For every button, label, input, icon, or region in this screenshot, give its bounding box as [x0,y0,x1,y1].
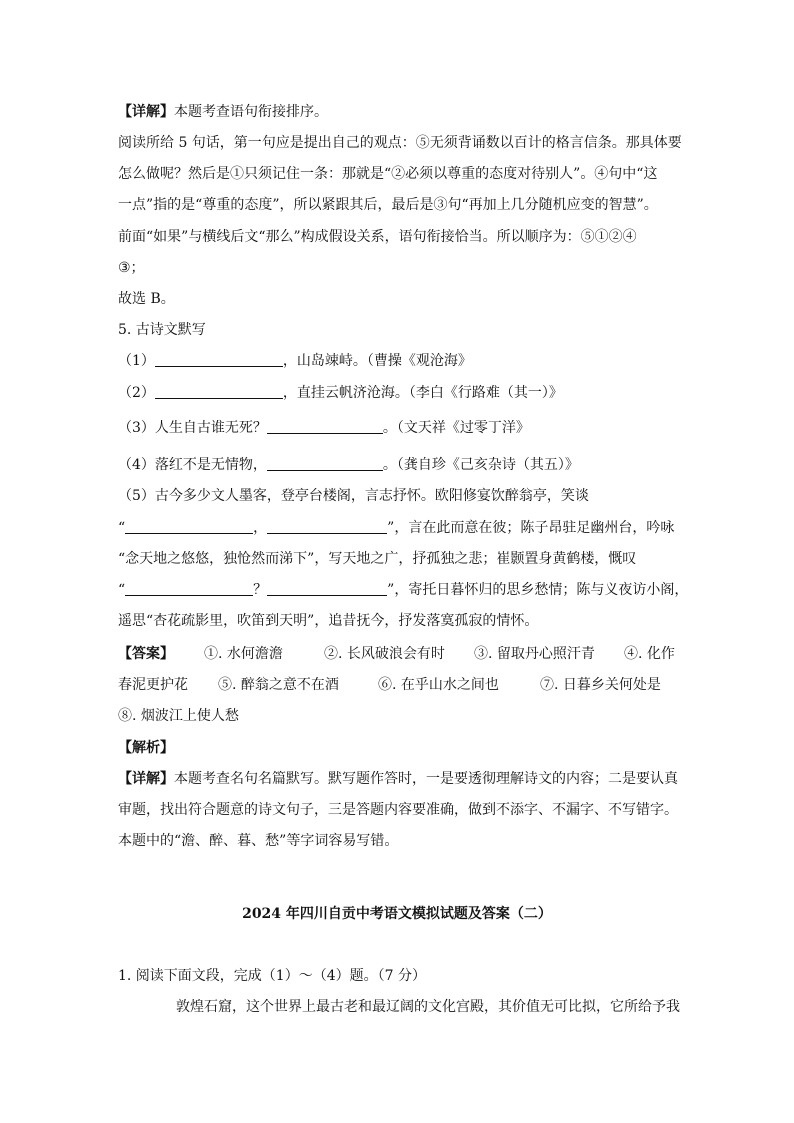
detail-line [118,101,328,123]
recitation-item-3 [118,417,530,439]
analysis-line-3: 本题中的“澹、醉、暮、愁”等字词容易写错。 [118,833,399,849]
explanation-line-1: 阅读所给 5 句话，第一句应是提出自己的观点：⑤无须背诵数以百计的格言信条。那具体要 [118,135,682,151]
detail-tag: 【详解】 [118,771,174,787]
answer-blank [267,419,383,434]
answer-line-1 [118,643,675,665]
answer-tag: 【答案】 [118,646,174,662]
answer-blank [155,384,283,399]
explanation-line-5: ③； [118,260,145,276]
analysis-line-1 [118,768,678,790]
explanation-line-2: 怎么做呢？然后是①只须记住一条：那就是“②必须以尊重的态度对待别人”。④句中“这 [118,166,658,182]
answer-item: ⑥. 在乎山水之间也 [378,677,499,693]
item-text: ”，寄托日暮怀归的思乡愁情；陈与义夜访小阁， [387,582,689,598]
question-1-prompt: 1. 阅读下面文段，完成（1）～（4）题。（7 分） [118,968,426,984]
answer-item: ④. 化作 [624,646,675,662]
answer-item: ①. 水何澹澹 [204,646,283,662]
item-text: 。（文天祥《过零丁洋》 [382,420,530,436]
answer-item: 春泥更护花 [118,677,188,693]
item-5-line-2 [118,517,674,539]
answer-blank [155,352,283,367]
explanation-line-4: 前面“如果”与横线后文“那么”构成假设关系，语句衔接恰当。所以顺序为：⑤①②④ [118,229,637,245]
answer-blank [267,581,387,596]
quote-mark: “ [118,582,126,598]
answer-line-3: ⑧. 烟波江上使人愁 [118,708,239,724]
answer-line-2 [118,674,661,696]
exam-title: 2024 年四川自贡中考语文模拟试题及答案（二） [242,906,552,922]
answer-item: ②. 长风破浪会有时 [324,646,445,662]
explanation-line-3: 一点”指的是“尊重的态度”，所以紧跟其后，最后是③句“再加上几分随机应变的智慧”。 [118,197,658,213]
item-text: 人生自古谁无死？ [154,420,267,436]
question-5-heading: 5. 古诗文默写 [118,322,206,338]
item-5-line-5: 遥思“杏花疏影里，吹笛到天明”，追昔抚今，抒发落寞孤寂的情怀。 [118,613,539,629]
recitation-item-4 [118,454,579,476]
item-5-line-3: “念天地之悠悠，独怆然而涕下”，写天地之广，抒孤独之悲；崔颢置身黄鹤楼，慨叹 [118,551,637,567]
item-number: （3） [118,420,155,436]
item-text: 。（龚自珍《己亥杂诗（其五）》 [382,457,579,473]
answer-item: ⑤. 醉翁之意不在酒 [218,677,339,693]
answer-item: ⑦. 日暮乡关何处是 [540,677,661,693]
answer-blank [267,519,387,534]
choice-line: 故选 B。 [118,291,175,307]
recitation-item-1 [118,350,472,372]
detail-text: 本题考查名句名篇默写。默写题作答时，一是要透彻理解诗文的内容；二是要认真 [174,771,678,787]
item-number: （2） [118,385,155,401]
answer-item: ③. 留取丹心照汗青 [474,646,595,662]
analysis-tag: 【解析】 [118,740,174,756]
analysis-line-2: 审题，找出符合题意的诗文句子，三是答题内容要准确，做到不添字、不漏字、不写错字。 [118,802,678,818]
item-text: ”，言在此而意在彼；陈子昂驻足幽州台，吟咏 [387,520,675,536]
detail-tag: 【详解】 [118,104,174,120]
answer-blank [125,581,253,596]
recitation-item-2 [118,382,563,404]
answer-blank [125,519,253,534]
item-5-line-4 [118,579,688,601]
punctuation: ， [253,520,268,536]
answer-blank [267,456,383,471]
item-number: （4） [118,457,155,473]
passage-line-1: 敦煌石窟，这个世界上最古老和最辽阔的文化宫殿，其价值无可比拟，它所给予我 [176,999,680,1015]
item-text: ，直挂云帆济沧海。（李白《行路难（其一）》 [282,385,563,401]
detail-text: 本题考查语句衔接排序。 [174,104,328,120]
item-text: ，山岛竦峙。（曹操《观沧海》 [282,353,472,369]
item-text: 落红不是无情物， [154,457,267,473]
punctuation: ？ [253,582,268,598]
item-number: （1） [118,353,155,369]
item-5-line-1: （5）古今多少文人墨客，登亭台楼阁，言志抒怀。欧阳修宴饮醉翁亭，笑谈 [118,488,589,504]
quote-mark: “ [118,520,126,536]
